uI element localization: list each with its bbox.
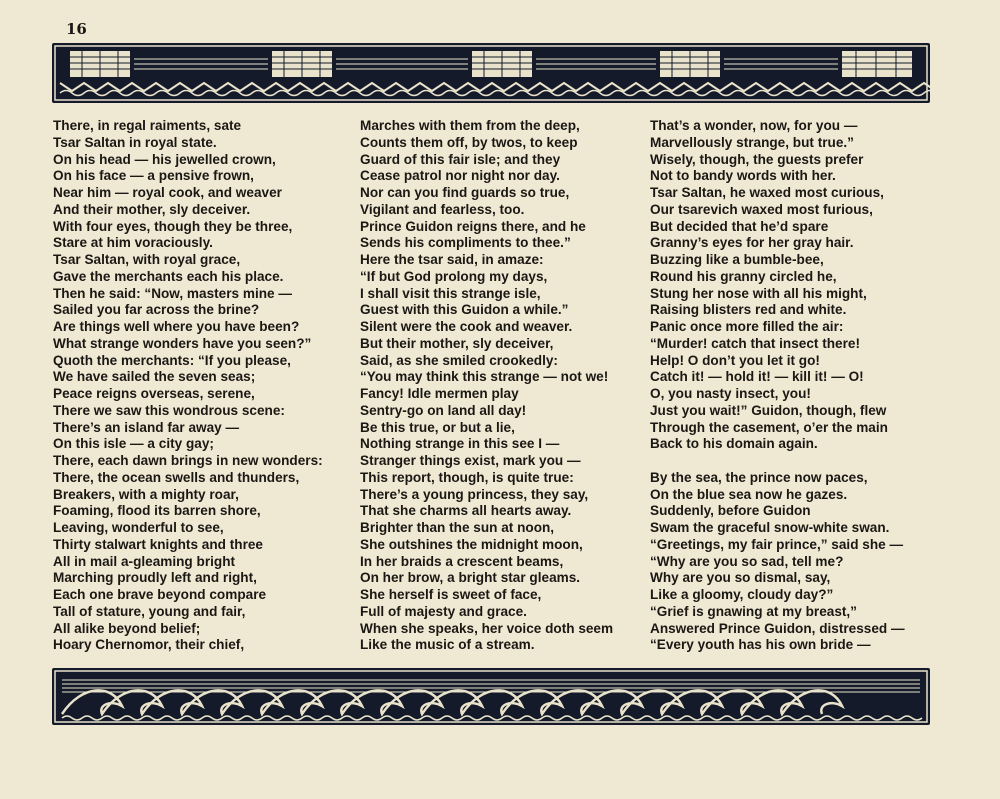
poem-line: Tsar Saltan, he waxed most curious, xyxy=(650,185,884,200)
poem-line: She outshines the midnight moon, xyxy=(360,536,583,552)
poem-line: Then he said: “Now, masters mine — xyxy=(53,285,292,301)
poem-line: Quoth the merchants: “If you please, xyxy=(53,352,291,368)
poem-line: She herself is sweet of face, xyxy=(360,587,542,602)
poem-line: Said, as she smiled crookedly: xyxy=(360,352,558,368)
poem-line: “You may think this strange — not we! xyxy=(360,369,609,385)
poem-line: “Grief is gnawing at my breast,” xyxy=(650,603,857,619)
poem-line: Swam the graceful snow-white swan. xyxy=(650,520,890,535)
poem-line: Panic once more filled the air: xyxy=(650,319,844,334)
poem-line: Tsar Saltan in royal state. xyxy=(53,134,217,150)
poem-line: Nothing strange in this see I — xyxy=(360,436,560,452)
poem-line: Brighter than the sun at noon, xyxy=(360,520,555,535)
poem-line: Suddenly, before Guidon xyxy=(650,503,811,519)
poem-line: “If but God prolong my days, xyxy=(360,268,548,284)
poem-line: Sends his compliments to thee.” xyxy=(360,235,571,251)
poem-line: Sentry-go on land all day! xyxy=(360,402,527,418)
poem-line: “Greetings, my fair prince,” said she — xyxy=(650,536,904,552)
poem-line: There, the ocean swells and thunders, xyxy=(53,469,300,485)
poem-line: Are things well where you have been? xyxy=(53,319,300,334)
poem-line: Cease patrol nor night nor day. xyxy=(360,168,560,184)
poem-line: Not to bandy words with her. xyxy=(650,168,836,184)
poem-line: By the sea, the prince now paces, xyxy=(650,469,868,485)
poem-line: I shall visit this strange isle, xyxy=(360,285,541,301)
poem-line: Each one brave beyond compare xyxy=(53,587,267,602)
poem-line: Answered Prince Guidon, distressed — xyxy=(650,620,905,636)
poem-line: Tsar Saltan, with royal grace, xyxy=(53,252,241,267)
poem-line: Peace reigns overseas, serene, xyxy=(53,386,255,401)
poem-line: “Why are you so sad, tell me? xyxy=(650,553,844,569)
poem-line: Stranger things exist, mark you — xyxy=(360,453,581,468)
poem-line: Stung her nose with all his might, xyxy=(650,285,867,301)
poem-line: “Every youth has his own bride — xyxy=(650,637,871,653)
poem-line: Round his granny circled he, xyxy=(650,268,837,284)
poem-line: There we saw this wondrous scene: xyxy=(53,402,285,418)
poem-line: “Murder! catch that insect there! xyxy=(650,335,860,351)
poem-line: On this isle — a city gay; xyxy=(53,436,214,452)
poem-line: Just you wait!” Guidon, though, flew xyxy=(650,402,887,418)
poem-line: And their mother, sly deceiver. xyxy=(53,201,251,217)
poem-line: Here the tsar said, in amaze: xyxy=(360,252,544,267)
poem-column-1 xyxy=(53,118,323,654)
poem-line: Stare at him voraciously. xyxy=(53,235,213,251)
poem-line: Breakers, with a mighty roar, xyxy=(53,486,239,502)
poem-line: On his face — a pensive frown, xyxy=(53,168,254,184)
poem-line: Marvellously strange, but true.” xyxy=(650,134,854,150)
poem-line: Prince Guidon reigns there, and he xyxy=(360,218,586,234)
poem-line: But their mother, sly deceiver, xyxy=(360,335,554,351)
poem-line: Marches with them from the deep, xyxy=(360,118,580,133)
poem-column-3 xyxy=(650,118,905,654)
poem-line: Leaving, wonderful to see, xyxy=(53,520,224,535)
top-ornament-band xyxy=(52,43,930,103)
sea-and-city-walls-ornament-icon xyxy=(52,43,930,103)
poem-line: Full of majesty and grace. xyxy=(360,603,527,619)
poem-line: Like the music of a stream. xyxy=(360,637,535,653)
poem-line: Our tsarevich waxed most furious, xyxy=(650,201,873,217)
poem-line: There’s an island far away — xyxy=(53,419,240,435)
poem-line: Foaming, flood its barren shore, xyxy=(53,503,261,519)
poem-line: Nor can you find guards so true, xyxy=(360,185,570,200)
bottom-ornament-band xyxy=(52,668,930,725)
page-number: 16 xyxy=(66,20,87,38)
poem-line: There, each dawn brings in new wonders: xyxy=(53,453,323,468)
poem-line: There, in regal raiments, sate xyxy=(53,118,242,133)
poem-line: Through the casement, o’er the main xyxy=(650,419,888,435)
poem-line: Sailed you far across the brine? xyxy=(53,302,260,318)
poem-line: Wisely, though, the guests prefer xyxy=(650,151,864,167)
poem-line: Vigilant and fearless, too. xyxy=(360,201,525,217)
poem-line: Raising blisters red and white. xyxy=(650,302,847,318)
poem-line: Buzzing like a bumble-bee, xyxy=(650,252,824,267)
poem-line: Why are you so dismal, say, xyxy=(650,570,831,586)
poem-line: Gave the merchants each his place. xyxy=(53,268,284,284)
poem-line xyxy=(650,453,905,470)
poem-line: On the blue sea now he gazes. xyxy=(650,486,848,502)
poem-line: When she speaks, her voice doth seem xyxy=(360,620,614,636)
poem-line: In her braids a crescent beams, xyxy=(360,553,564,569)
poem-line: Back to his domain again. xyxy=(650,436,818,452)
poem-line: Marching proudly left and right, xyxy=(53,570,257,586)
poem-line: Catch it! — hold it! — kill it! — O! xyxy=(650,369,864,385)
poem-line: This report, though, is quite true: xyxy=(360,469,574,485)
poem-line: Thirty stalwart knights and three xyxy=(53,536,263,552)
poem-line: All in mail a-gleaming bright xyxy=(53,553,236,569)
poem-line: We have sailed the seven seas; xyxy=(53,369,256,385)
poem-line: Be this true, or but a lie, xyxy=(360,419,515,435)
poem-line: Tall of stature, young and fair, xyxy=(53,603,246,619)
poem-line: That’s a wonder, now, for you — xyxy=(650,118,858,133)
poem-line: But decided that he’d spare xyxy=(650,218,829,234)
poem-line: There’s a young princess, they say, xyxy=(360,486,589,502)
poem-line: On his head — his jewelled crown, xyxy=(53,151,276,167)
poem-line: What strange wonders have you seen?” xyxy=(53,335,312,351)
poem-line: Guest with this Guidon a while.” xyxy=(360,302,569,318)
poem-line: On her brow, a bright star gleams. xyxy=(360,570,581,586)
ocean-waves-ornament-icon xyxy=(52,668,930,725)
poem-line: Hoary Chernomor, their chief, xyxy=(53,637,245,653)
poem-line: That she charms all hearts away. xyxy=(360,503,572,519)
poem-line: Counts them off, by twos, to keep xyxy=(360,134,578,150)
poem-line: Guard of this fair isle; and they xyxy=(360,151,561,167)
poem-column-2 xyxy=(360,118,613,654)
poem-line: Like a gloomy, cloudy day?” xyxy=(650,587,834,602)
poem-line: Granny’s eyes for her gray hair. xyxy=(650,235,854,251)
poem-line: Near him — royal cook, and weaver xyxy=(53,185,282,200)
poem-line: O, you nasty insect, you! xyxy=(650,386,811,401)
poem-line: Fancy! Idle mermen play xyxy=(360,386,519,401)
poem-line: Silent were the cook and weaver. xyxy=(360,319,573,334)
poem-line: Help! O don’t you let it go! xyxy=(650,352,820,368)
poem-line: All alike beyond belief; xyxy=(53,620,201,636)
poem-line: With four eyes, though they be three, xyxy=(53,218,293,234)
